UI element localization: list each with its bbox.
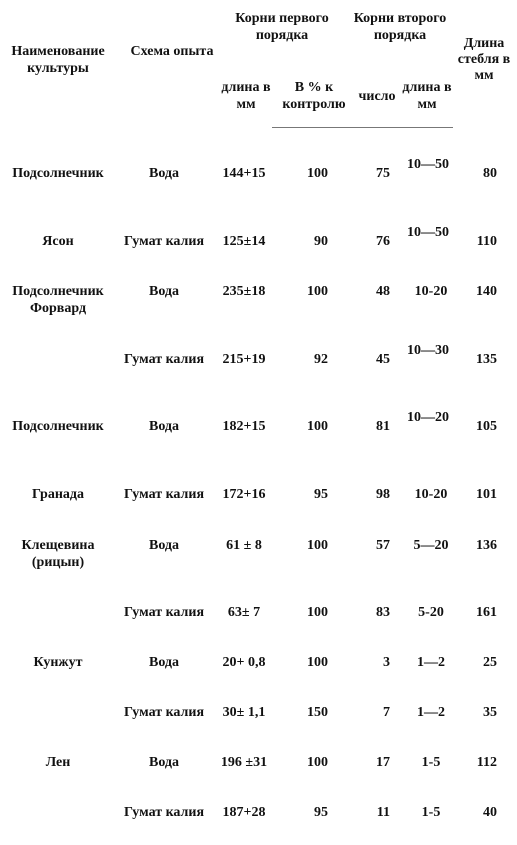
scheme-cell: Гумат калия [123, 352, 205, 367]
percent-control-cell: 150 [307, 705, 328, 720]
root1-length-cell: 215+19 [222, 352, 266, 367]
root2-count-cell: 7 [383, 705, 390, 720]
crop-cell: Клещевина (рицын) [21, 538, 95, 570]
root1-length-cell: 30± 1,1 [222, 705, 266, 720]
root2-length-cell: 5—20 [413, 538, 449, 553]
root2-count-cell: 76 [376, 234, 390, 249]
header-second-order-roots: Корни второго порядка [353, 11, 447, 43]
root1-length-cell: 61 ± 8 [226, 538, 262, 553]
stem-length-cell: 25 [483, 655, 497, 670]
root1-length-cell: 172+16 [222, 487, 266, 502]
scheme-cell: Гумат калия [123, 605, 205, 620]
root1-length-cell: 196 ±31 [220, 755, 268, 770]
root1-length-cell: 187+28 [222, 805, 266, 820]
header-percent-control: В % к контролю [282, 80, 346, 112]
scheme-cell: Гумат калия [123, 705, 205, 720]
percent-control-cell: 90 [314, 234, 328, 249]
root2-count-cell: 75 [376, 166, 390, 181]
root2-length-cell: 10—50 [407, 225, 449, 240]
root1-length-cell: 144+15 [222, 166, 266, 181]
scheme-cell: Вода [148, 284, 180, 299]
scheme-cell: Вода [148, 419, 180, 434]
percent-control-cell: 95 [314, 487, 328, 502]
root2-length-cell: 5-20 [418, 605, 444, 620]
stem-length-cell: 135 [476, 352, 497, 367]
percent-control-cell: 100 [307, 538, 328, 553]
root2-count-cell: 45 [376, 352, 390, 367]
root2-length-cell: 10—20 [407, 410, 449, 425]
stem-length-cell: 80 [483, 166, 497, 181]
root2-count-cell: 83 [376, 605, 390, 620]
root1-length-cell: 20+ 0,8 [222, 655, 266, 670]
percent-control-cell: 92 [314, 352, 328, 367]
crop-cell: Подсолнечник [12, 419, 104, 434]
scheme-cell: Вода [148, 755, 180, 770]
scheme-cell: Гумат калия [123, 234, 205, 249]
root1-length-cell: 182+15 [222, 419, 266, 434]
percent-control-cell: 100 [307, 605, 328, 620]
crop-cell: Подсолнечник Форвард [12, 284, 104, 316]
root2-count-cell: 48 [376, 284, 390, 299]
scheme-cell: Вода [148, 166, 180, 181]
header-first-order-roots: Корни первого порядка [235, 11, 329, 43]
root2-count-cell: 57 [376, 538, 390, 553]
crop-cell: Подсолнечник [12, 166, 104, 181]
stem-length-cell: 105 [476, 419, 497, 434]
crop-cell: Ясон [42, 234, 74, 249]
percent-control-cell: 100 [307, 419, 328, 434]
crop-cell: Гранада [32, 487, 84, 502]
percent-control-cell: 100 [307, 166, 328, 181]
header-length-mm-2: длина в мм [402, 80, 452, 112]
header-crop: Наименование культуры [11, 44, 105, 76]
root2-length-cell: 1—2 [417, 655, 445, 670]
header-stem-length: Длина стебля в мм [457, 36, 511, 83]
percent-control-cell: 100 [307, 755, 328, 770]
stem-length-cell: 40 [483, 805, 497, 820]
header-divider [272, 127, 453, 128]
root1-length-cell: 125±14 [222, 234, 266, 249]
root2-length-cell: 10-20 [414, 487, 448, 502]
stem-length-cell: 140 [476, 284, 497, 299]
stem-length-cell: 112 [476, 755, 497, 770]
header-count: число [358, 89, 396, 104]
root2-count-cell: 17 [376, 755, 390, 770]
root2-count-cell: 98 [376, 487, 390, 502]
header-scheme: Схема опыта [130, 44, 214, 59]
percent-control-cell: 100 [307, 284, 328, 299]
root1-length-cell: 235±18 [222, 284, 266, 299]
crop-cell: Лен [45, 755, 71, 770]
root2-length-cell: 1—2 [417, 705, 445, 720]
crop-cell: Кунжут [33, 655, 83, 670]
percent-control-cell: 95 [314, 805, 328, 820]
stem-length-cell: 136 [476, 538, 497, 553]
root2-count-cell: 81 [376, 419, 390, 434]
root2-length-cell: 10-20 [414, 284, 448, 299]
root2-length-cell: 1-5 [421, 805, 441, 820]
stem-length-cell: 161 [476, 605, 497, 620]
scheme-cell: Гумат калия [123, 805, 205, 820]
root2-length-cell: 10—50 [407, 157, 449, 172]
scheme-cell: Гумат калия [123, 487, 205, 502]
header-length-mm: длина в мм [221, 80, 271, 112]
scheme-cell: Вода [148, 538, 180, 553]
stem-length-cell: 110 [476, 234, 497, 249]
percent-control-cell: 100 [307, 655, 328, 670]
scheme-cell: Вода [148, 655, 180, 670]
root2-length-cell: 1-5 [421, 755, 441, 770]
root1-length-cell: 63± 7 [227, 605, 261, 620]
root2-count-cell: 11 [376, 805, 390, 820]
stem-length-cell: 35 [483, 705, 497, 720]
stem-length-cell: 101 [476, 487, 497, 502]
root2-count-cell: 3 [383, 655, 390, 670]
root2-length-cell: 10—30 [407, 343, 449, 358]
